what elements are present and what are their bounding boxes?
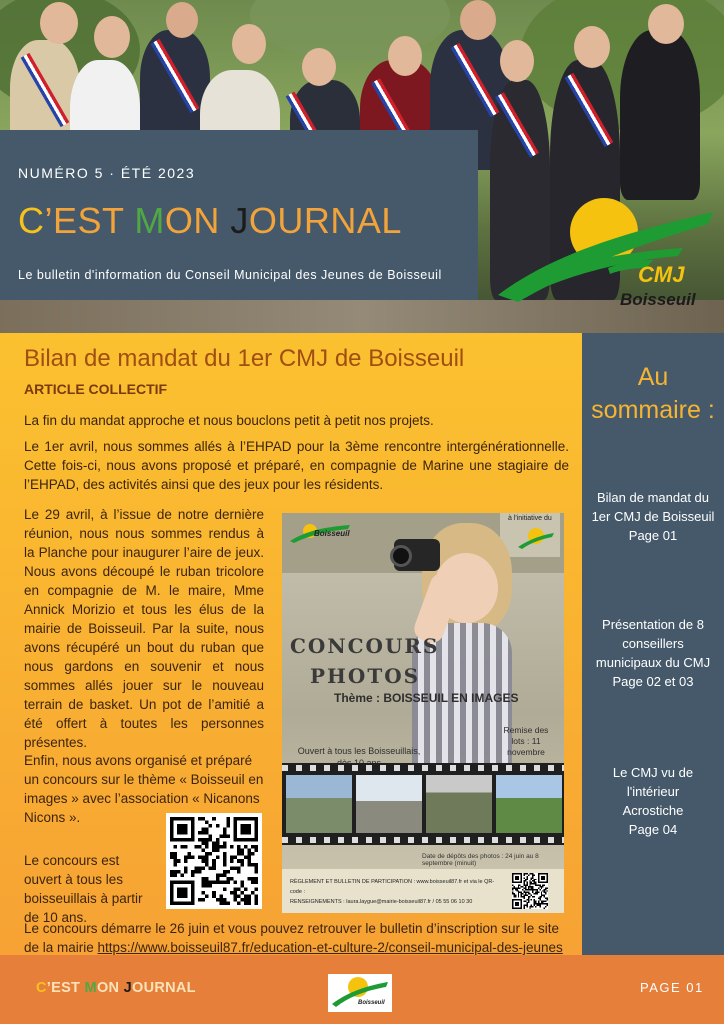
poster-logo-place: Boisseuil xyxy=(314,529,350,538)
footer-title-part-c: C xyxy=(36,980,47,996)
toc-item-line: Présentation de 8 xyxy=(602,617,704,632)
subtitle: Le bulletin d'information du Conseil Municipal des Jeunes de Boisseuil xyxy=(18,268,442,282)
poster-rules xyxy=(290,877,500,907)
toc-item-page: Page 02 et 03 xyxy=(612,674,694,689)
main-article xyxy=(0,333,582,955)
cmj-logo xyxy=(488,190,718,320)
poster-title xyxy=(290,631,439,691)
title-part-j: J xyxy=(230,200,249,241)
toc-item-acrostiche[interactable] xyxy=(584,763,722,839)
title-part-on: ON xyxy=(164,200,231,241)
toc-item-line: Acrostiche xyxy=(622,803,684,818)
poster-cmj-logo-icon xyxy=(516,525,556,551)
title-part-c: C xyxy=(18,200,45,241)
poster-rules-line: RÈGLEMENT ET BULLETIN DE PARTICIPATION : www.boisseuil87.fr et via le QR-code : xyxy=(290,879,495,895)
page-number: PAGE 01 xyxy=(640,980,704,995)
poster-title-line1: CONCOURS xyxy=(290,634,440,658)
footer-title-part-on: ON xyxy=(96,980,124,996)
issue-label: NUMÉRO 5 · ÉTÉ 2023 xyxy=(18,165,196,181)
camera-lens-icon xyxy=(390,545,412,567)
footer-logo-swoosh-icon xyxy=(328,974,392,1012)
toc-title xyxy=(582,361,724,427)
footer-logo-place: Boisseuil xyxy=(358,1000,385,1006)
poster-theme: Thème : BOISSEUIL EN IMAGES xyxy=(334,691,519,705)
poster-open-to: Ouvert à tous les Boisseuillais, xyxy=(297,746,421,756)
article-title: Bilan de mandat du 1er CMJ de Boisseuil xyxy=(24,345,465,372)
paragraph-ehpad: Le 1er avril, nous sommes allés à l’EHPAD pour la 3ème rencontre intergénérationnelle. Cette fois-ci, nous avons proposé et préparé, en compagnie de Marine une stagiaire de l’EHPAD, des activités ainsi que des jeux pour les résidents. xyxy=(24,439,569,492)
toc-item-line: 1er CMJ de Boisseuil xyxy=(591,509,715,524)
footer-logo xyxy=(328,974,392,1012)
toc-item-line: conseillers xyxy=(622,636,684,651)
toc-item-presentation[interactable] xyxy=(584,615,722,691)
footer-journal-title xyxy=(36,980,196,996)
paragraph-intro: La fin du mandat approche et nous bouclons petit à petit nos projets. xyxy=(24,413,434,428)
poster-deposit: Date de dépôts des photos : 24 juin au 8 septembre (minuit) xyxy=(422,853,539,867)
toc-item-line: Le CMJ vu de xyxy=(612,765,694,780)
title-part-m: M xyxy=(134,200,165,241)
toc-title-line1: Au xyxy=(637,363,669,391)
poster-qr-code xyxy=(512,873,548,909)
footer-title-part-j: J xyxy=(123,980,132,996)
film-frame-4 xyxy=(496,775,562,833)
toc-item-line: municipaux du CMJ xyxy=(595,655,711,670)
film-frame-2 xyxy=(356,775,422,833)
logo-place: Boisseuil xyxy=(620,290,696,309)
footer-title-part-m: M xyxy=(84,980,97,996)
table-of-contents xyxy=(582,333,724,955)
toc-item-bilan[interactable] xyxy=(584,488,722,545)
logo-cmj: CMJ xyxy=(638,262,685,287)
contest-poster xyxy=(282,513,564,913)
toc-title-line2: sommaire : xyxy=(591,396,715,424)
toc-item-line: l'intérieur xyxy=(626,784,680,799)
registration-link[interactable]: https://www.boisseuil87.fr/education-et-culture-2/conseil-municipal-des-jeunes xyxy=(97,940,563,955)
registration-text: Le concours démarre le 26 juin et vous pouvez retrouver le bulletin d’inscription sur le site de la mairie xyxy=(24,921,560,955)
film-strip xyxy=(282,763,564,845)
footer-title-part-est: ’EST xyxy=(46,980,85,996)
footer-title-part-ournal: OURNAL xyxy=(132,980,196,996)
film-holes-bottom xyxy=(282,837,564,843)
toc-item-page: Page 01 xyxy=(628,528,678,543)
poster-initiative: à l'initiative du xyxy=(508,515,552,522)
paragraph-concours: Enfin, nous avons organisé et préparé un concours sur le thème « Boisseuil en images » avec l’association « Nicanons Nicons ». xyxy=(24,753,264,825)
toc-item-page: Page 04 xyxy=(628,822,678,837)
toc-item-line: Bilan de mandat du xyxy=(596,490,710,505)
journal-title xyxy=(18,200,402,242)
poster-info-line: RENSEIGNEMENTS : laura.laygue@mairie-boisseuil87.fr / 05 55 06 10 30 xyxy=(290,899,473,905)
poster-title-line2: PHOTOS xyxy=(310,664,421,688)
footer xyxy=(0,955,724,1024)
title-part-ournal: OURNAL xyxy=(248,200,402,241)
qr-code[interactable] xyxy=(166,813,262,909)
poster-logo xyxy=(288,523,354,545)
article-kicker: ARTICLE COLLECTIF xyxy=(24,381,168,397)
film-frame-1 xyxy=(286,775,352,833)
poster-prizes: Remise des lots : 11 novembre xyxy=(503,725,549,757)
film-holes-top xyxy=(282,765,564,771)
paragraph-inauguration: Le 29 avril, à l’issue de notre dernière réunion, nous nous sommes rendus à la Planche pour inaugurer l’aire de jeux. Nous avons découpé le ruban tricolore en compagnie de M. le maire, Mme Annick Morizio et tous les élus de la mairie de Boisseuil. Par la suite, nous avons récupéré un bout du ruban que nous gardons en souvenir et nous sommes allés jouer sur le nouveau terrain de basket. Un pot de l’amitié a été offert à toutes les personnes présentes. xyxy=(24,507,264,750)
title-part-est: ’EST xyxy=(44,200,135,241)
film-frame-3 xyxy=(426,775,492,833)
paragraph-open: Le concours est ouvert à tous les boisseuillais à partir de 10 ans. xyxy=(24,853,143,925)
paragraph-registration xyxy=(24,919,569,957)
title-band xyxy=(0,130,478,300)
